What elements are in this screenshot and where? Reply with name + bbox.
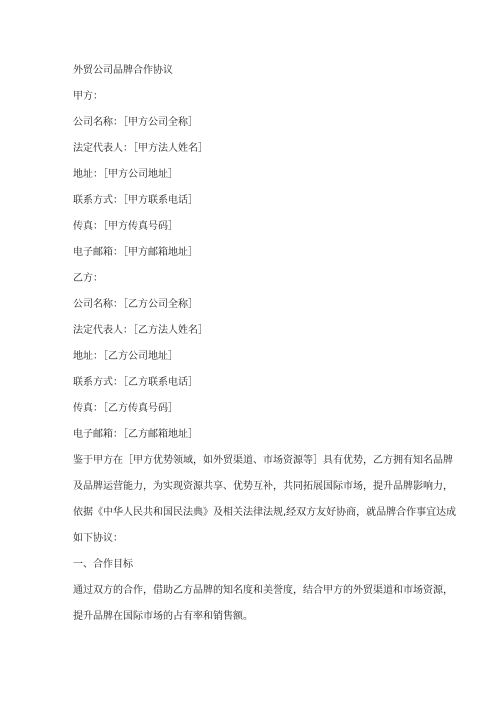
section-1-line: 提升品牌在国际市场的占有率和销售额。 [73,611,253,622]
party-a-email: 电子邮箱：［甲方邮箱地址］ [73,247,198,258]
party-b-address: 地址：［乙方公司地址］ [73,351,178,362]
section-1-paragraph [73,584,453,623]
party-b-email: 电子邮箱：［乙方邮箱地址］ [73,429,198,440]
party-b-fax: 传真：［乙方传真号码］ [73,403,178,414]
preamble-line: 鉴于甲方在［甲方优势领域，如外贸渠道、市场资源等］具有优势，乙方拥有知名品牌 [73,455,453,466]
party-a-heading: 甲方： [73,91,103,102]
preamble-line: 如下协议： [73,533,123,544]
party-a-fax: 传真：［甲方传真号码］ [73,221,178,232]
document-title: 外贸公司品牌合作协议 [73,65,173,76]
party-a-contact: 联系方式：［甲方联系电话］ [73,195,198,206]
party-b-company-name: 公司名称：［乙方公司全称］ [73,299,198,310]
preamble-line: 依据《中华人民共和国民法典》及相关法律法规,经双方友好协商，就品牌合作事宜达成 [73,507,457,518]
document-content [73,64,457,623]
party-b-contact: 联系方式：［乙方联系电话］ [73,377,198,388]
section-1-heading: 一、合作目标 [73,559,133,570]
party-a-legal-rep: 法定代表人：［甲方法人姓名］ [73,143,208,154]
section-1-line: 通过双方的合作，借助乙方品牌的知名度和美誉度，结合甲方的外贸渠道和市场资源， [73,585,453,596]
party-a-address: 地址：［甲方公司地址］ [73,169,178,180]
party-a-company-name: 公司名称：［甲方公司全称］ [73,117,198,128]
preamble-paragraph [73,454,457,545]
preamble-line: 及品牌运营能力，为实现资源共享、优势互补，共同拓展国际市场，提升品牌影响力， [73,481,453,492]
party-b-legal-rep: 法定代表人：［乙方法人姓名］ [73,325,208,336]
party-b-heading: 乙方： [73,273,103,284]
